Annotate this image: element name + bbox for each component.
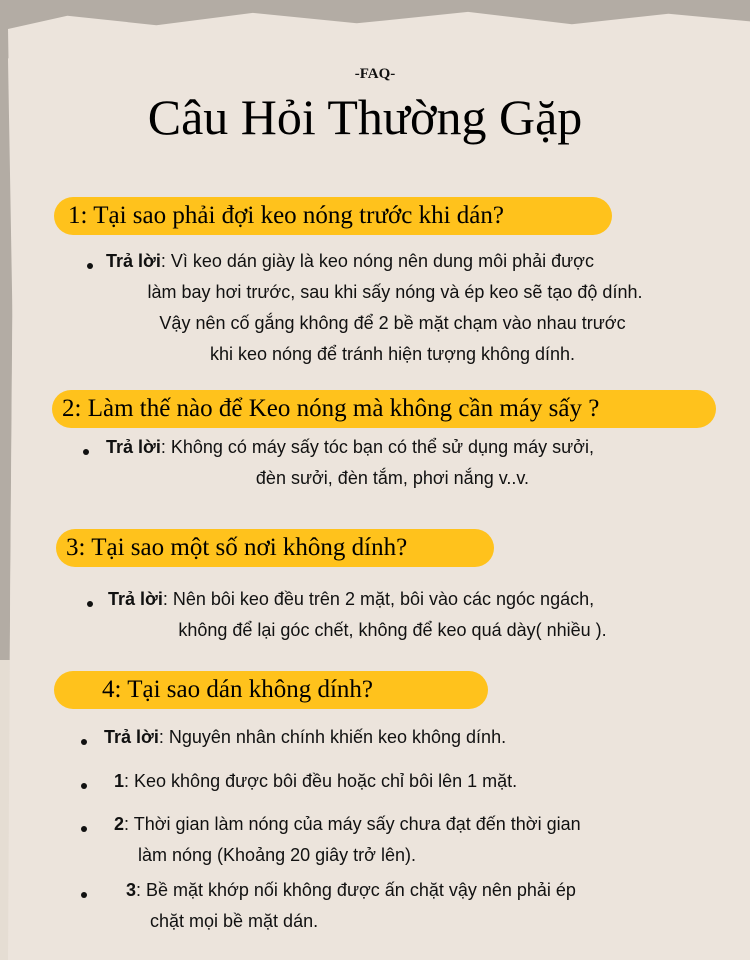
bullet-icon [83,449,89,455]
question-2-banner [52,390,716,428]
reason-1-number: 1 [114,771,125,791]
reason-2-line-2: làm nóng (Khoảng 20 giây trở lên). [138,845,416,865]
question-1-banner [54,197,612,235]
bullet-icon [81,739,87,745]
answer-2-line-1: Trả lời: Không có máy sấy tóc bạn có thể sử dụng máy sưởi, [106,437,594,457]
answer-3-line-2: không để lại góc chết, không để keo quá dày( nhiều ). [178,620,607,640]
question-3-banner [56,529,494,567]
page-title: Câu Hỏi Thường Gặp [147,89,583,145]
question-1-text: 1: Tại sao phải đợi keo nóng trước khi dán? [68,202,504,229]
faq-label: -FAQ- [354,66,396,82]
answer-label: Trả lời [106,437,161,457]
bullet-icon [81,826,87,832]
question-2-text: 2: Làm thế nào để Keo nóng mà không cần máy sấy ? [62,395,600,422]
answer-3-line-1: Trả lời: Nên bôi keo đều trên 2 mặt, bôi vào các ngóc ngách, [108,589,595,609]
question-3-text: 3: Tại sao một số nơi không dính? [66,534,408,561]
answer-label: Trả lời [106,251,161,271]
question-4-banner [54,671,488,709]
reason-2-number: 2 [114,814,125,834]
answer-label: Trả lời [104,727,159,747]
reason-3-line-2: chặt mọi bề mặt dán. [150,911,319,931]
question-4-text: 4: Tại sao dán không dính? [102,676,374,703]
reason-3-line-1: 3: Bề mặt khớp nối không được ấn chặt vậy nên phải ép [126,880,576,900]
answer-4-line-1: Trả lời: Nguyên nhân chính khiến keo không dính. [104,727,507,747]
answer-1-line-3: Vậy nên cố gắng không để 2 bề mặt chạm vào nhau trước [159,313,626,333]
reason-1-line-1: 1: Keo không được bôi đều hoặc chỉ bôi lên 1 mặt. [114,771,518,791]
bullet-icon [87,263,93,269]
answer-1-line-4: khi keo nóng để tránh hiện tượng không dính. [209,344,576,364]
reason-3-number: 3 [126,880,137,900]
reason-2-line-1: 2: Thời gian làm nóng của máy sấy chưa đạt đến thời gian [114,814,581,834]
answer-label: Trả lời [108,589,163,609]
answer-1-line-2: làm bay hơi trước, sau khi sấy nóng và ép keo sẽ tạo độ dính. [147,282,643,302]
answer-2-line-2: đèn sưởi, đèn tắm, phơi nắng v..v. [255,468,530,488]
bullet-icon [87,601,93,607]
bullet-icon [81,892,87,898]
bullet-icon [81,783,87,789]
answer-1-line-1: Trả lời: Vì keo dán giày là keo nóng nên dung môi phải được [106,251,594,271]
